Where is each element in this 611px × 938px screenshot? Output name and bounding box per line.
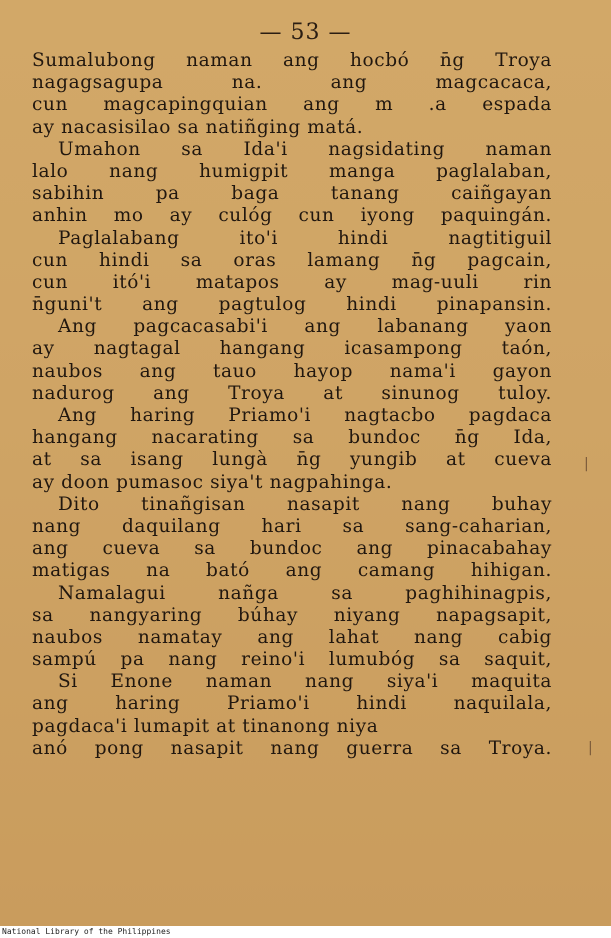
text-line: ay nagtagal hangang icasampong taón,: [32, 338, 552, 360]
text-line: ay doon pumasoc siya't nagpahinga.: [32, 471, 393, 493]
text-line: Si Enone naman nang siya'i maquita: [58, 671, 552, 693]
text-line: cun hindi sa oras lamang n̄g pagcain,: [32, 249, 552, 271]
text-line: cun magcapingquian ang m .a espada: [32, 94, 552, 116]
poem-text: [32, 50, 552, 760]
footer-bar: [0, 926, 611, 938]
text-line: sabihin pa baga tanang caiñgayan: [32, 183, 552, 205]
text-line: Namalagui nañga sa paghihinagpis,: [58, 582, 552, 604]
text-line: Sumalubong naman ang hocbó n̄g Troya: [32, 50, 552, 71]
text-line: Umahon sa Ida'i nagsidating naman: [58, 138, 552, 160]
text-line: nadurog ang Troya at sinunog tuloy.: [32, 382, 552, 404]
text-line: sampú pa nang reino'i lumubóg sa saquit,: [32, 649, 552, 671]
text-line: at sa isang lungà n̄g yungib at cueva: [32, 449, 552, 471]
text-line: nang daquilang hari sa sang-caharian,: [32, 515, 552, 537]
text-line: ang haring Priamo'i hindi naquilala,: [32, 693, 552, 715]
text-line: Ang haring Priamo'i nagtacbo pagdaca: [58, 405, 552, 426]
text-line: ang cueva sa bundoc ang pinacabahay: [32, 538, 552, 560]
footer-credit: National Library of the Philippines: [2, 927, 171, 936]
text-line: cun itó'i matapos ay mag-uuli rin: [32, 271, 552, 293]
text-line: sa nangyaring búhay niyang napagsapit,: [32, 604, 552, 626]
margin-mark: |: [588, 740, 593, 756]
text-line: naubos ang tauo hayop nama'i gayon: [32, 360, 552, 382]
margin-mark: |: [584, 456, 589, 472]
text-line: ay nacasisilao sa natiñging matá.: [32, 116, 364, 138]
page-number: — 53 —: [259, 20, 352, 45]
text-line: Paglalabang ito'i hindi nagtitiguil: [58, 227, 552, 249]
text-line: pagdaca'i lumapit at tinanong niya: [32, 715, 379, 737]
text-line: hangang nacarating sa bundoc n̄g Ida,: [32, 427, 552, 449]
text-line: anó pong nasapit nang guerra sa Troya.: [32, 737, 552, 759]
text-line: nagagsagupa na. ang magcacaca,: [32, 72, 552, 94]
text-line: anhin mo ay culóg cun iyong paquingán.: [32, 205, 552, 227]
text-line: lalo nang humigpit manga paglalaban,: [32, 160, 552, 182]
text-line: Ang pagcacasabi'i ang labanang yaon: [58, 316, 552, 338]
text-line: naubos namatay ang lahat nang cabig: [32, 626, 552, 648]
text-line: n̄guni't ang pagtulog hindi pinapansin.: [32, 294, 552, 316]
text-line: Dito tinañgisan nasapit nang buhay: [58, 493, 552, 515]
text-line: matigas na bató ang camang hihigan.: [32, 560, 552, 582]
